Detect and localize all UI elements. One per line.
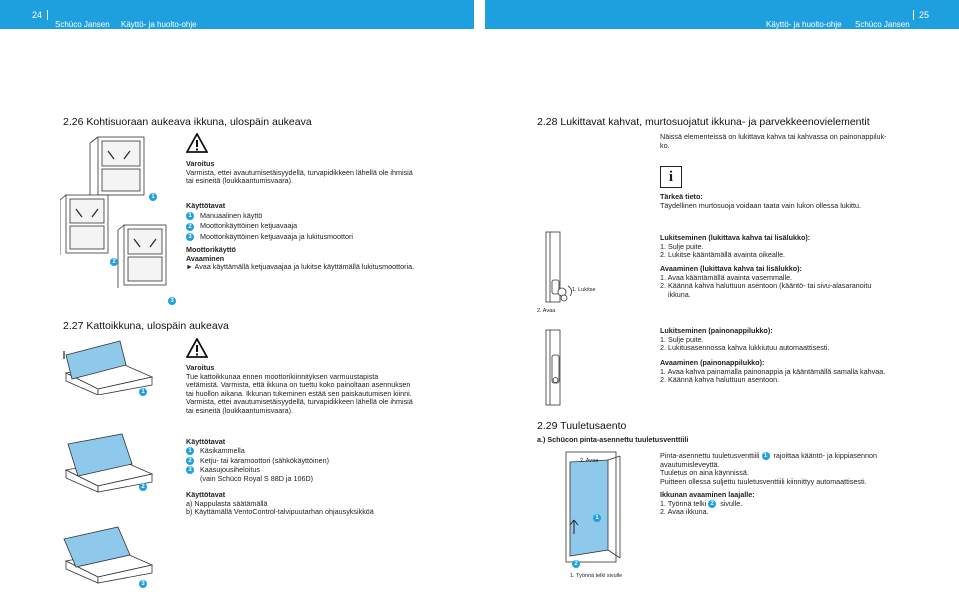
lock-button-block: Lukitseminen (painonappilukko): 1. Sulje puite. 2. Lukitusasennossa kahva lukkiutuu automaattisesti.: [660, 326, 830, 353]
vertical-window-figures: [60, 133, 175, 303]
warning-title: Varoitus: [186, 159, 215, 168]
control-b: b) Käyttämällä VentoControl-talvipuutarhan ohjausyksikköä: [186, 507, 374, 517]
control-note: (vain Schüco Royal S 88D ja 106D): [200, 474, 314, 484]
warning-icon: [186, 133, 208, 153]
control-a: a) Nappulasta säätämällä: [186, 498, 268, 508]
roof-window-figure-1: [60, 335, 155, 395]
header-title-right: Käyttö- ja huolto-ohje: [766, 20, 842, 29]
lock-key-block: Lukitseminen (lukittava kahva tai lisälukko): 1. Sulje puite. 2. Lukitse kääntämällä avainta oikealle.: [660, 233, 811, 260]
motor-block-2-26: [186, 246, 414, 273]
section-title-2-27: 2.27 Kattoikkuna, ulospäin aukeava: [63, 320, 229, 332]
vent-description: Pinta-asennettu tuuletusventtiili 1 rajoittaa kääntö- ja kippiasennon avautumisleveyttä. Tuuletus on aina käynnissä. Puitteen ollessa suljettu tuuletusventtiili kiinnittyy automaattisesti.: [660, 451, 877, 486]
warning-line: vetämistä. Varmista, että ikkuna on tuettu koko painoltaan asennuksen: [186, 380, 411, 390]
arrow-icon: ►: [186, 264, 193, 272]
open-key-block: Avaaminen (lukittava kahva tai lisälukko): 1. Avaa kääntämällä avainta vasemmalle. 2. Käännä kahva haluttuun asentoon (kääntö- tai sivu-alasaranoitu ikkuna.: [660, 264, 872, 299]
important-title: Tärkeä tieto:: [660, 192, 703, 201]
warning-block-2-26: [186, 160, 413, 186]
opening-text: ► Avaa käyttämällä ketjuavaajaa ja lukitse käyttämällä lukitusmoottoria.: [186, 262, 415, 272]
warning-line: Varmista, ettei avautumisetäisyydellä, turvapidikkeen lähellä ole ihmisiä: [186, 397, 413, 407]
header-brand-left: Schüco Jansen: [55, 20, 110, 29]
section-title-2-28: 2.28 Lukittavat kahvat, murtosuojatut ikkuna- ja parvekkeenovielementit: [537, 116, 870, 128]
motor-title: Moottorikäyttö: [186, 245, 236, 254]
callout-1: 1: [149, 193, 157, 201]
warning-icon: [186, 338, 208, 358]
header-right-bar: [485, 0, 959, 29]
callout-2: 2: [572, 560, 580, 568]
callout-1: 1: [593, 514, 601, 522]
warning-title: Varoitus: [186, 363, 215, 372]
important-text: Täydellinen murtosuoja voidaan taata vain lukon ollessa lukittu.: [660, 200, 861, 210]
intro-2-28: Näissä elementeissä on lukittava kahva tai kahvassa on painonappiluk- ko.: [660, 132, 887, 150]
section-title-2-26: 2.26 Kohtisuoraan aukeava ikkuna, ulospäin aukeava: [63, 116, 312, 128]
roof-window-figure-3: [60, 525, 155, 587]
figure-caption-open: 2. Avaa: [537, 308, 556, 314]
control-item: 1 Käsikammella: [186, 446, 329, 455]
vent-figure: [560, 450, 638, 570]
controls-block-2-27b: [186, 491, 374, 517]
important-block: [660, 193, 861, 210]
callout-3: 3: [139, 580, 147, 588]
page-number-divider: [913, 10, 914, 20]
warning-line: Tue kattoikkunaa ennen moottorikiinnityksen varmuustapista: [186, 371, 379, 381]
control-item: 3 Moottorikäyttöinen ketjuavaaja ja lukitusmoottori: [186, 232, 353, 242]
controls-title: Käyttötavat: [186, 490, 226, 499]
control-item: 1 Manuaalinen käyttö: [186, 211, 353, 221]
callout-3: 3: [168, 297, 176, 305]
controls-block-2-27: [186, 437, 329, 483]
figure-caption-open: 2. Avaa: [580, 458, 599, 464]
warning-line: tai huollon aikana. Ikkunan tukeminen estää sen paiskautumisen kiinni.: [186, 388, 412, 398]
controls-block-2-26: [186, 201, 353, 242]
header-left-bar: [0, 0, 474, 29]
callout-2: 2: [139, 483, 147, 491]
control-item: 2 Moottorikäyttöinen ketjuavaaja: [186, 221, 353, 231]
figure-caption-push: 1. Työnnä telki sivulle: [570, 573, 623, 579]
controls-title: Käyttötavat: [186, 437, 226, 446]
callout-2: 2: [110, 258, 118, 266]
page-number-right: 25: [919, 10, 930, 20]
header-brand-right: Schüco Jansen: [855, 20, 910, 29]
header-title-left: Käyttö- ja huolto-ohje: [121, 20, 197, 29]
warning-line: tai esineitä (loukkaantumisvaara).: [186, 176, 294, 186]
controls-title: Käyttötavat: [186, 201, 226, 210]
subtitle-2-29: a.) Schücon pinta-asennettu tuuletusventtiili: [537, 435, 689, 444]
page-number-left: 24: [32, 10, 43, 20]
control-item: 3 Kaasujousiheloitus: [186, 465, 329, 474]
handle-figures: [538, 230, 598, 410]
warning-line: tai esineitä (loukkaantumisvaara).: [186, 405, 294, 415]
figure-caption-lock: 1. Lukitse: [572, 287, 596, 293]
callout-1: 1: [139, 388, 147, 396]
section-title-2-29: 2.29 Tuuletusaento: [537, 420, 627, 432]
opening-title: Avaaminen: [186, 253, 225, 263]
page-number-divider: [47, 10, 48, 20]
control-item: 2 Ketju- tai karamoottori (sähkökäyttöinen): [186, 456, 329, 465]
vent-open-block: Ikkunan avaaminen laajalle: 1. Työnnä telki 2 sivulle. 2. Avaa ikkuna.: [660, 490, 755, 517]
warning-line: Varmista, ettei avautumisetäisyydellä, turvapidikkeen lähellä ole ihmisiä: [186, 167, 413, 177]
warning-block-2-27: [186, 364, 413, 416]
open-button-block: Avaaminen (painonappilukko): 1. Avaa kahva painamalla painonappia ja kääntämällä samalla kahvaa. 2. Käännä kahva haluttuun asentoon.: [660, 358, 886, 385]
info-icon: i: [660, 166, 682, 188]
